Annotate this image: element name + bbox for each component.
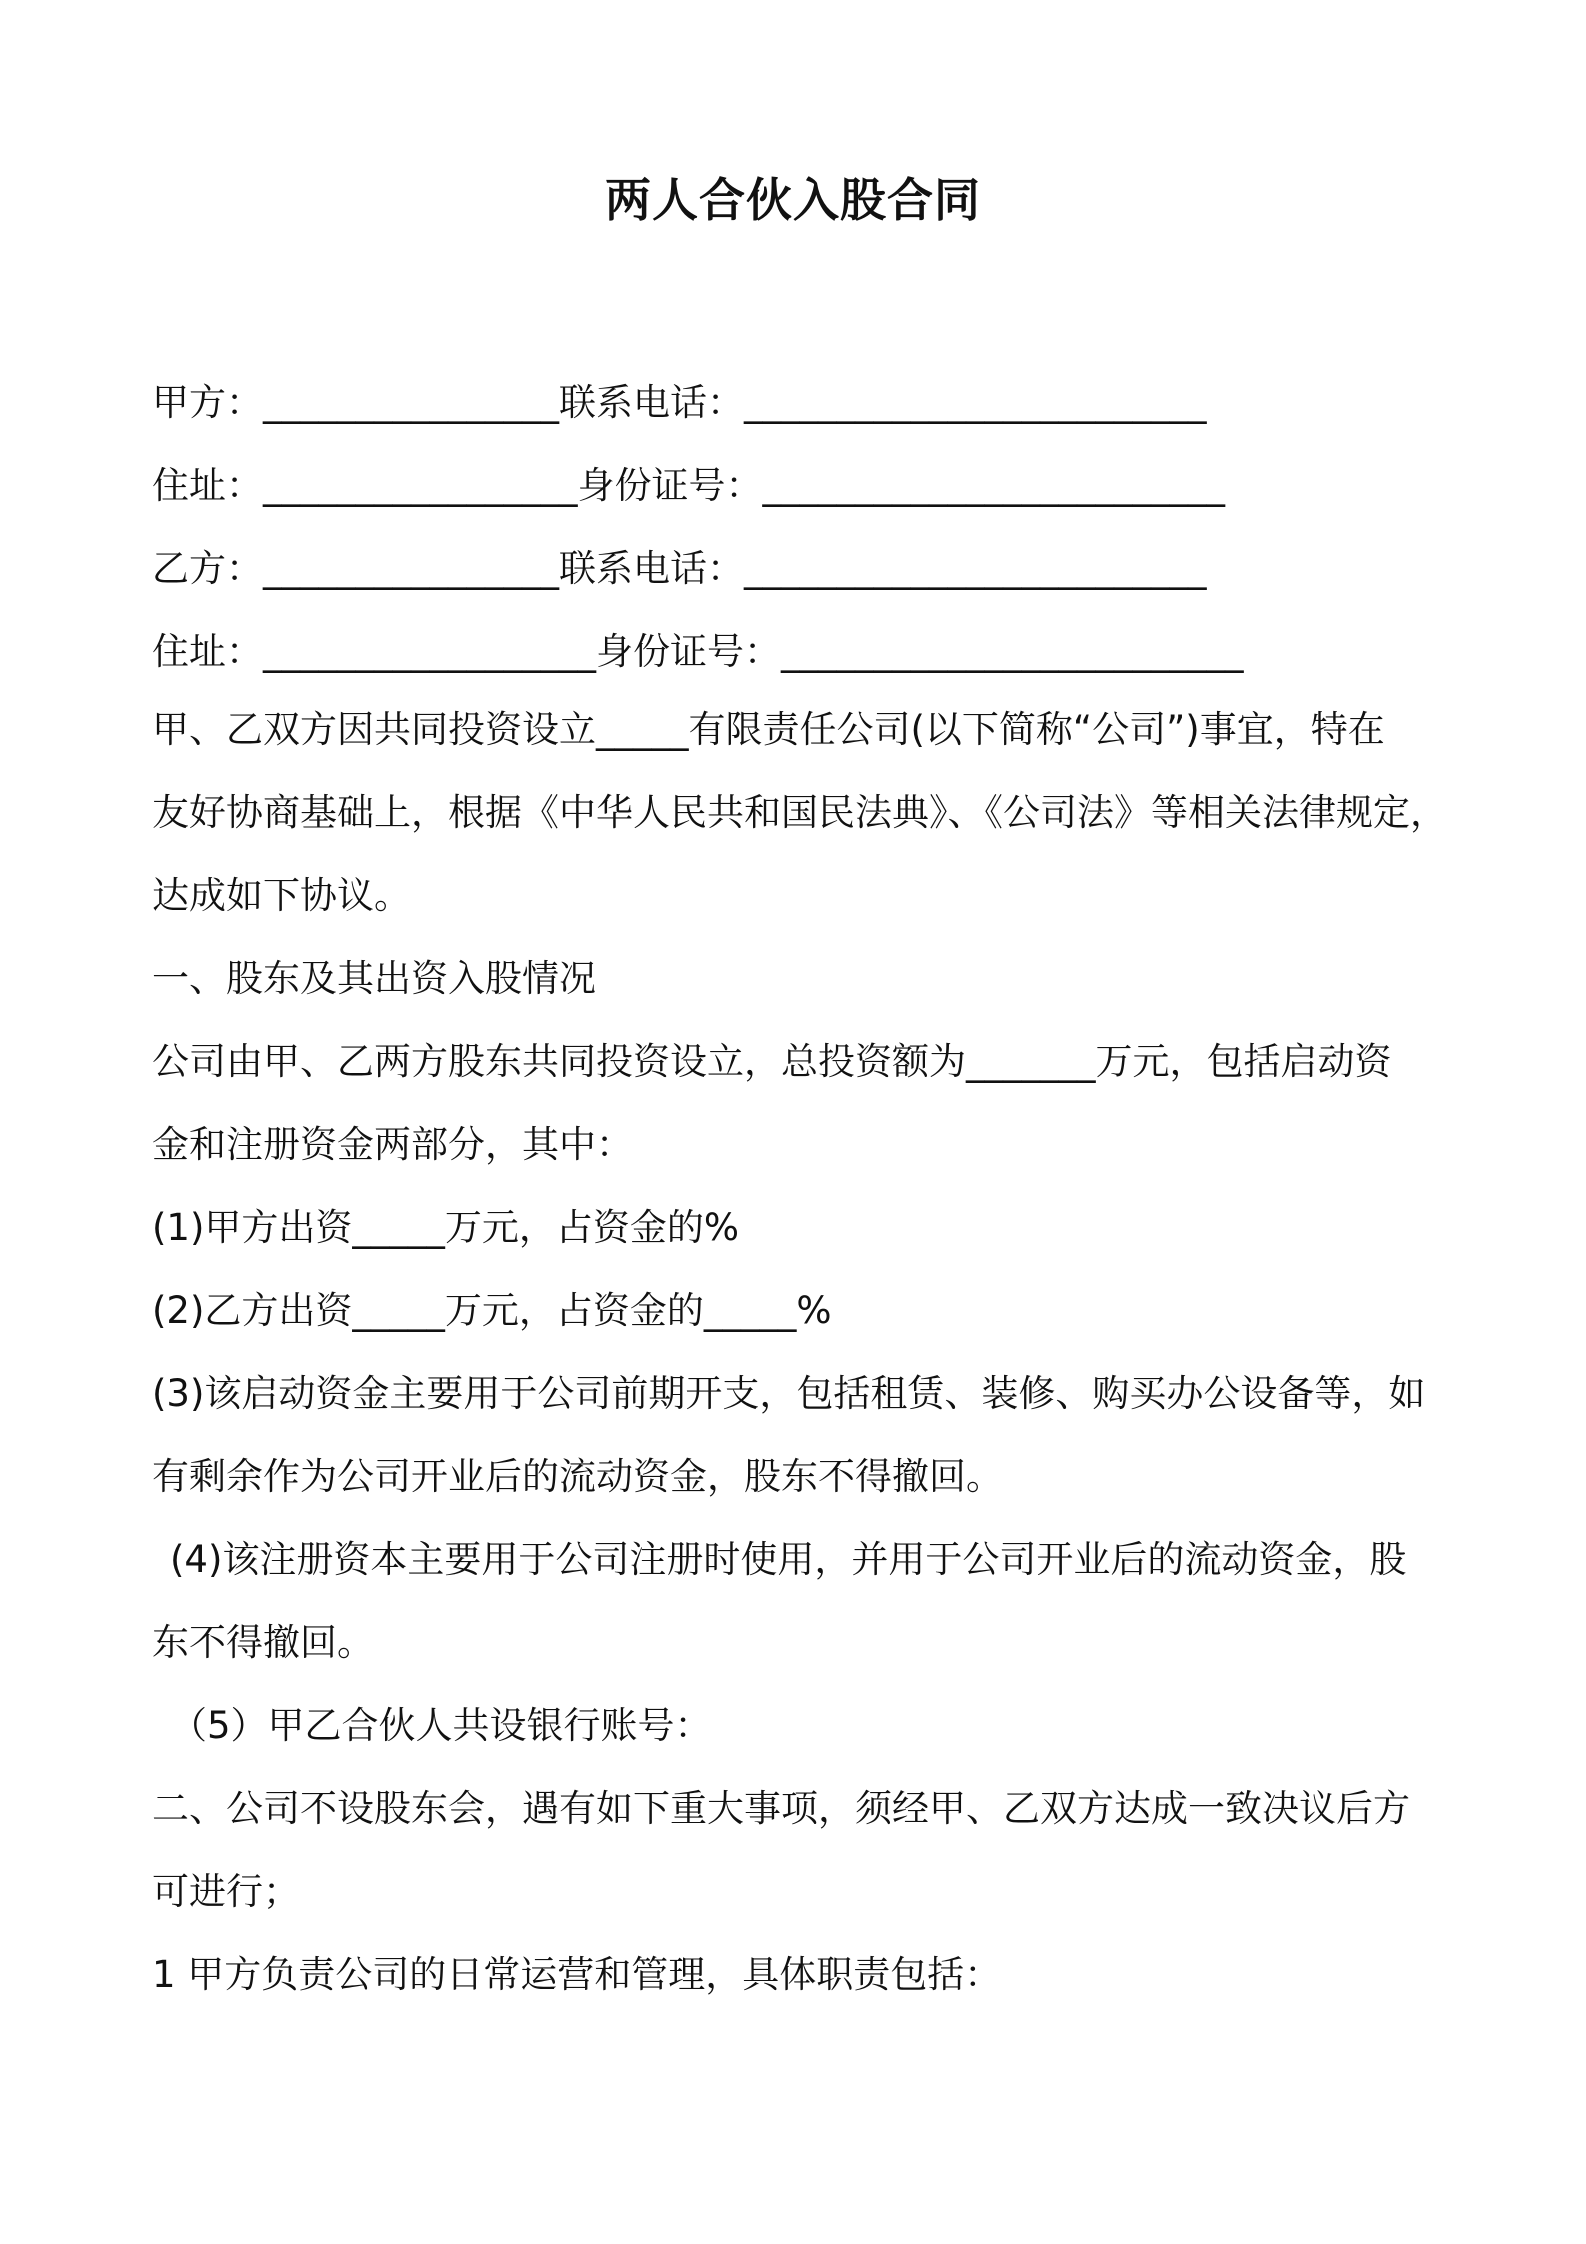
party-b-line: 乙方：________________联系电话：_________________________ <box>152 547 1207 590</box>
preamble-line-2: 友好协商基础上，根据《中华人民共和国民法典》、《公司法》等相关法律规定， <box>152 791 1447 834</box>
section-1-paragraph-line-1: 公司由甲、乙两方股东共同投资设立，总投资额为_______万元，包括启动资 <box>152 1040 1392 1083</box>
item-1-line: 1 甲方负责公司的日常运营和管理，具体职责包括： <box>152 1953 1002 1996</box>
party-b-address-line: 住址：__________________身份证号：_________________________ <box>152 630 1244 673</box>
clause-2: (2)乙方出资_____万元，占资金的_____% <box>152 1289 832 1332</box>
preamble-line-3: 达成如下协议。 <box>152 874 411 917</box>
clause-4-line-1: (4)该注册资本主要用于公司注册时使用，并用于公司开业后的流动资金，股 <box>170 1538 1407 1581</box>
section-2-line-2: 可进行； <box>152 1870 300 1913</box>
section-2-line-1: 二、公司不设股东会，遇有如下重大事项，须经甲、乙双方达成一致决议后方 <box>152 1787 1410 1830</box>
clause-3-line-2: 有剩余作为公司开业后的流动资金，股东不得撤回。 <box>152 1455 1003 1498</box>
party-a-line: 甲方：________________联系电话：_________________________ <box>152 381 1207 424</box>
clause-3-line-1: (3)该启动资金主要用于公司前期开支，包括租赁、装修、购买办公设备等，如 <box>152 1372 1426 1415</box>
preamble-line-1: 甲、乙双方因共同投资设立_____有限责任公司(以下简称“公司”)事宜，特在 <box>152 708 1385 751</box>
section-1-heading: 一、股东及其出资入股情况 <box>152 957 596 1000</box>
document-title: 两人合伙入股合同 <box>605 173 981 227</box>
clause-4-line-2: 东不得撤回。 <box>152 1621 374 1664</box>
party-a-address-line: 住址：_________________身份证号：_________________________ <box>152 464 1225 507</box>
clause-1: (1)甲方出资_____万元，占资金的% <box>152 1206 740 1249</box>
clause-5: （5）甲乙合伙人共设银行账号： <box>170 1704 712 1747</box>
section-1-paragraph-line-2: 金和注册资金两部分，其中： <box>152 1123 633 1166</box>
